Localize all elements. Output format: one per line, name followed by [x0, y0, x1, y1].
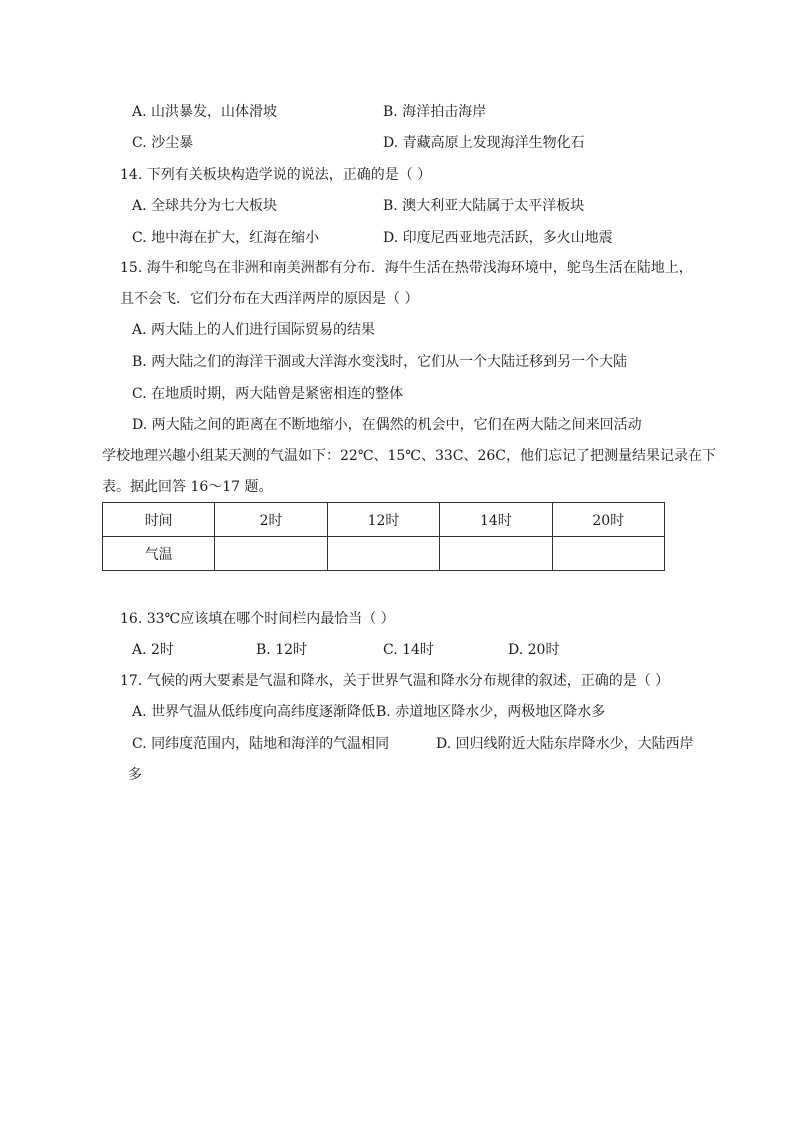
table-header-cell: 20时 [552, 503, 664, 537]
q16-option-b: B. 12时 [256, 642, 308, 658]
q13-option-b: B. 海洋拍击海岸 [383, 104, 487, 120]
q17-option-b: B. 赤道地区降水少，两极地区降水多 [376, 704, 606, 720]
q17-option-a: A. 世界气温从低纬度向高纬度逐渐降低 [132, 704, 376, 720]
intro-line1: 学校地理兴趣小组某天测的气温如下：22℃、15℃、33C、26C，他们忘记了把测量结果记录在下 [102, 448, 717, 464]
q14-option-a: A. 全球共分为七大板块 [132, 198, 278, 214]
table-header-cell: 12时 [327, 503, 439, 537]
q15-option-c: C. 在地质时期，两大陆曾是紧密相连的整体 [132, 386, 404, 402]
q17-stem: 17. 气候的两大要素是气温和降水，关于世界气温和降水分布规律的叙述，正确的是（ ） [120, 673, 670, 689]
q15-option-d: D. 两大陆之间的距离在不断地缩小，在偶然的机会中，它们在两大陆之间来回活动 [132, 417, 642, 433]
table-header-row [103, 503, 665, 537]
q16-stem: 16. 33℃应该填在哪个时间栏内最恰当（ ） [120, 611, 395, 627]
table-row [103, 537, 665, 571]
table-cell-20h [552, 537, 664, 571]
table-cell-12h [327, 537, 439, 571]
table-header-cell: 14时 [440, 503, 552, 537]
table-header-cell: 时间 [103, 503, 215, 537]
q14-option-b: B. 澳大利亚大陆属于太平洋板块 [383, 198, 585, 214]
q14-option-c: C. 地中海在扩大，红海在缩小 [132, 230, 320, 246]
q17-option-d-line2: 多 [128, 767, 142, 783]
table-header-cell: 2时 [215, 503, 327, 537]
q15-option-a: A. 两大陆上的人们进行国际贸易的结果 [132, 322, 376, 338]
table-cell-2h [215, 537, 327, 571]
q15-option-b: B. 两大陆之们的海洋干涸或大洋海水变浅时，它们从一个大陆迁移到另一个大陆 [132, 354, 628, 370]
temperature-table [102, 502, 665, 571]
q17-option-c: C. 同纬度范围内，陆地和海洋的气温相同 [132, 736, 390, 752]
table-cell-14h [440, 537, 552, 571]
table-row-label: 气温 [103, 537, 215, 571]
q13-option-d: D. 青藏高原上发现海洋生物化石 [383, 135, 585, 151]
q16-option-d: D. 20时 [508, 642, 560, 658]
q16-option-c: C. 14时 [383, 642, 434, 658]
q13-option-a: A. 山洪暴发，山体滑坡 [132, 104, 278, 120]
q16-option-a: A. 2时 [132, 642, 174, 658]
intro-line2: 表。据此回答 16～17 题。 [102, 479, 273, 495]
q14-option-d: D. 印度尼西亚地壳活跃，多火山地震 [383, 230, 613, 246]
q15-stem-line1: 15. 海牛和鸵鸟在非洲和南美洲都有分布．海牛生活在热带浅海环境中，鸵鸟生活在陆地上， [120, 260, 693, 276]
q17-option-d-line1: D. 回归线附近大陆东岸降水少，大陆西岸 [436, 736, 694, 752]
q15-stem-line2: 且不会飞．它们分布在大西洋两岸的原因是（ ） [120, 291, 419, 307]
q13-option-c: C. 沙尘暴 [132, 135, 194, 151]
q14-stem: 14. 下列有关板块构造学说的说法，正确的是（ ） [120, 167, 432, 183]
